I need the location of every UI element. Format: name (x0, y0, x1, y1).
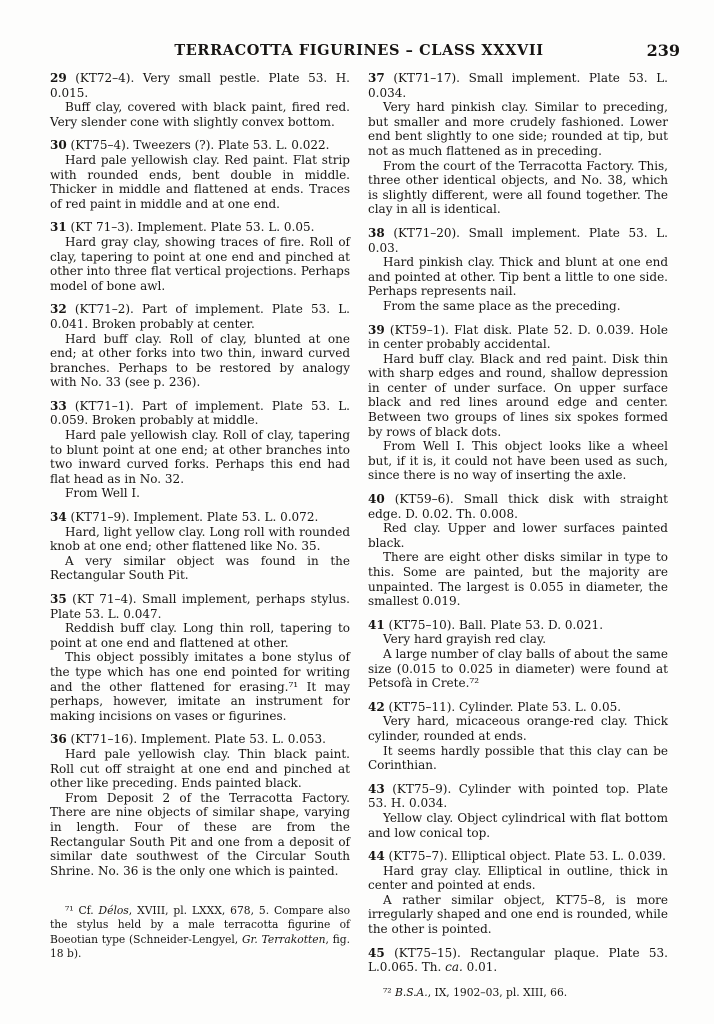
entry-heading-text: (KT75–10). Ball. Plate 53. D. 0.021. (388, 617, 604, 632)
entry-paragraph: Very hard pinkish clay. Similar to preceding, but smaller and more crudely fashioned. Lower end bent slightly to one side; rounded at tip, but not as much flattened as in preceding. (368, 100, 668, 158)
entry-paragraph: A rather similar object, KT75–8, is more irregularly shaped and one end is rounded, while the other is pointed. (368, 892, 668, 937)
entry-heading (368, 618, 668, 633)
entry-number: 29 (50, 71, 67, 85)
entry-heading (368, 700, 668, 715)
running-title: TERRACOTTA FIGURINES – CLASS XXXVII (174, 42, 544, 59)
catalog-entry-39 (368, 323, 668, 484)
entry-heading-text: (KT59–6). Small thick disk with straight edge. D. 0.02. Th. 0.008. (368, 492, 668, 521)
catalog-entry-33 (50, 399, 350, 501)
entry-heading-text: (KT59–1). Flat disk. Plate 52. D. 0.039. Hole in center probably accidental. (368, 322, 668, 352)
catalog-entry-30 (50, 138, 350, 211)
entry-heading (368, 782, 668, 811)
entry-heading-text: (KT71–1). Part of implement. Plate 53. L. 0.059. Broken probably at middle. (50, 398, 350, 428)
catalog-entry-32 (50, 302, 350, 390)
entry-heading-text: (KT72–4). Very small pestle. Plate 53. H. 0.015. (50, 71, 350, 100)
entry-number: 38 (368, 225, 385, 240)
entry-paragraph: From Deposit 2 of the Terracotta Factory. There are nine objects of similar shape, varying in length. Four of these are from the Rectangular South Pit and one from a deposit of similar date southwest of the Circular South Shrine. No. 36 is the only one which is painted. (50, 790, 350, 878)
entry-paragraph: From Well I. This object looks like a wheel but, if it is, it could not have been used as such, since there is no way of inserting the axle. (368, 439, 668, 483)
entry-number: 40 (368, 492, 385, 507)
footnote-72: ⁷² B.S.A., IX, 1902–03, pl. XIII, 66. (383, 985, 568, 999)
entry-paragraph: Very hard grayish red clay. (383, 632, 547, 647)
entry-paragraph: Hard, light yellow clay. Long roll with rounded knob at one end; other flattened like No. 35. (50, 524, 350, 554)
catalog-entry-35 (50, 592, 350, 723)
entry-paragraph: This object possibly imitates a bone stylus of the type which has one end pointed for writing and the other flattened for erasing.⁷¹ It may perhaps, however, imitate an instrument for making incisions on vases or figurines. (50, 650, 350, 723)
entry-heading-text: (KT71–16). Implement. Plate 53. L. 0.053. (70, 732, 326, 747)
entry-heading (50, 220, 350, 235)
entry-heading (368, 849, 668, 864)
entry-paragraph: From Well I. (65, 486, 140, 501)
entry-heading (50, 510, 350, 525)
page-header (50, 41, 680, 62)
left-column (50, 71, 350, 961)
entry-heading-text: (KT71–20). Small implement. Plate 53. L. 0.03. (368, 225, 668, 255)
entry-number: 35 (50, 592, 67, 606)
entry-paragraph: Hard gray clay. Elliptical in outline, thick in center and pointed at ends. (368, 863, 668, 893)
catalog-entry-36 (50, 732, 350, 878)
page-number: 239 (646, 41, 680, 60)
footnote-71: ⁷¹ Cf. Délos, XVIII, pl. LXXX, 678, 5. Compare also the stylus held by a male terracotta figurine of Boeotian type (Schneider-Lengyel, Gr. Terrakotten, fig. 18 b). (50, 904, 351, 960)
entry-paragraph: Buff clay, covered with black paint, fired red. Very slender cone with slightly convex bottom. (50, 100, 350, 129)
catalog-entry-45 (368, 946, 668, 975)
entry-paragraph: From the court of the Terracotta Factory. This, three other identical objects, and No. 38, which is slightly different, were all found together. The clay in all is identical. (368, 158, 668, 217)
entry-heading (368, 946, 668, 975)
entry-heading-text: (KT71–2). Part of implement. Plate 53. L. 0.041. Broken probably at center. (50, 302, 350, 331)
entry-paragraph: Yellow clay. Object cylindrical with flat bottom and low conical top. (368, 810, 668, 840)
entry-number: 39 (368, 322, 385, 337)
entry-number: 43 (368, 781, 385, 796)
entry-number: 42 (368, 699, 385, 714)
catalog-entry-31 (50, 220, 350, 293)
entry-paragraph: Hard gray clay, showing traces of fire. Roll of clay, tapering to point at one end and pinched at other into three flat vertical projections. Perhaps model of bone awl. (50, 234, 350, 293)
catalog-entry-40 (368, 492, 668, 609)
right-column (368, 71, 668, 1000)
entry-heading-text: (KT75–4). Tweezers (?). Plate 53. L. 0.022. (70, 138, 330, 153)
entry-heading-text: (KT71–9). Implement. Plate 53. L. 0.072. (70, 510, 319, 525)
entry-paragraph: A large number of clay balls of about the same size (0.015 to 0.025 in diameter) were found at Petsofà in Crete.⁷² (368, 646, 668, 691)
entry-heading-text: (KT75–9). Cylinder with pointed top. Plate 53. H. 0.034. (368, 781, 668, 811)
entry-heading (50, 592, 350, 621)
entry-heading-text: (KT 71–4). Small implement, perhaps stylus. Plate 53. L. 0.047. (50, 592, 350, 621)
catalog-entry-42 (368, 700, 668, 773)
catalog-entry-34 (50, 510, 350, 583)
entry-heading (50, 71, 350, 100)
entry-heading-text: (KT 71–3). Implement. Plate 53. L. 0.05. (70, 220, 315, 235)
entry-paragraph: Hard pale yellowish clay. Red paint. Flat strip with rounded ends, bent double in middle. Thicker in middle and flattened at ends. Traces of red paint in middle and at one end. (50, 152, 350, 211)
entry-heading-text: (KT75–15). Rectangular plaque. Plate 53. L.0.065. Th. ca. 0.01. (368, 945, 668, 975)
entry-paragraph: Red clay. Upper and lower surfaces painted black. (368, 521, 668, 550)
entry-heading (368, 323, 668, 352)
catalog-entry-44 (368, 849, 668, 937)
entry-paragraph: Hard pale yellowish clay. Thin black paint. Roll cut off straight at one end and pinched at other like preceding. Ends painted black. (50, 746, 350, 791)
entry-number: 31 (50, 220, 67, 235)
entry-paragraph: Hard buff clay. Black and red paint. Disk thin with sharp edges and round, shallow depression in center of under surface. On upper surface black and red lines around edge and center. Between two groups of lines six spokes formed by rows of black dots. (368, 351, 668, 439)
entry-heading-text: (KT75–7). Elliptical object. Plate 53. L. 0.039. (388, 849, 666, 864)
entry-heading (368, 71, 668, 100)
entry-number: 44 (368, 849, 385, 864)
entry-heading (50, 399, 350, 428)
entry-heading (368, 492, 668, 521)
entry-paragraph: A very similar object was found in the Rectangular South Pit. (50, 553, 350, 583)
entry-heading (50, 302, 350, 331)
catalog-entry-29 (50, 71, 350, 129)
entry-heading-text: (KT75–11). Cylinder. Plate 53. L. 0.05. (388, 699, 622, 714)
entry-paragraph: Hard pinkish clay. Thick and blunt at one end and pointed at other. Tip bent a little to one side. Perhaps represents nail. (368, 255, 668, 299)
entry-paragraph: Hard buff clay. Roll of clay, blunted at one end; at other forks into two thin, inward curved branches. Perhaps to be restored by analogy with No. 33 (see p. 236). (50, 331, 350, 390)
entry-heading (50, 732, 350, 747)
entry-paragraph: Reddish buff clay. Long thin roll, tapering to point at one end and flattened at other. (50, 621, 350, 650)
entry-paragraph: Very hard, micaceous orange-red clay. Thick cylinder, rounded at ends. (368, 714, 668, 743)
entry-number: 41 (368, 617, 385, 632)
entry-number: 45 (368, 945, 385, 960)
catalog-entry-43 (368, 782, 668, 840)
entry-number: 34 (50, 510, 67, 525)
catalog-entry-38 (368, 226, 668, 314)
catalog-entry-41 (368, 618, 668, 691)
entry-heading (50, 138, 350, 153)
entry-heading-text: (KT71–17). Small implement. Plate 53. L. 0.034. (368, 71, 668, 100)
entry-paragraph: It seems hardly possible that this clay can be Corinthian. (368, 743, 668, 773)
entry-number: 30 (50, 138, 67, 153)
entry-number: 33 (50, 398, 67, 413)
entry-number: 36 (50, 732, 67, 747)
entry-number: 37 (368, 71, 385, 85)
entry-paragraph: Hard pale yellowish clay. Roll of clay, tapering to blunt point at one end; at other branches into two inward curved forks. Perhaps this end had flat head as in No. 32. (50, 428, 350, 486)
entry-number: 32 (50, 302, 67, 317)
entry-heading (368, 226, 668, 255)
catalog-entry-37 (368, 71, 668, 217)
entry-paragraph: There are eight other disks similar in type to this. Some are painted, but the majority are unpainted. The largest is 0.055 in diameter, the smallest 0.019. (368, 550, 668, 609)
entry-paragraph: From the same place as the preceding. (383, 298, 621, 313)
